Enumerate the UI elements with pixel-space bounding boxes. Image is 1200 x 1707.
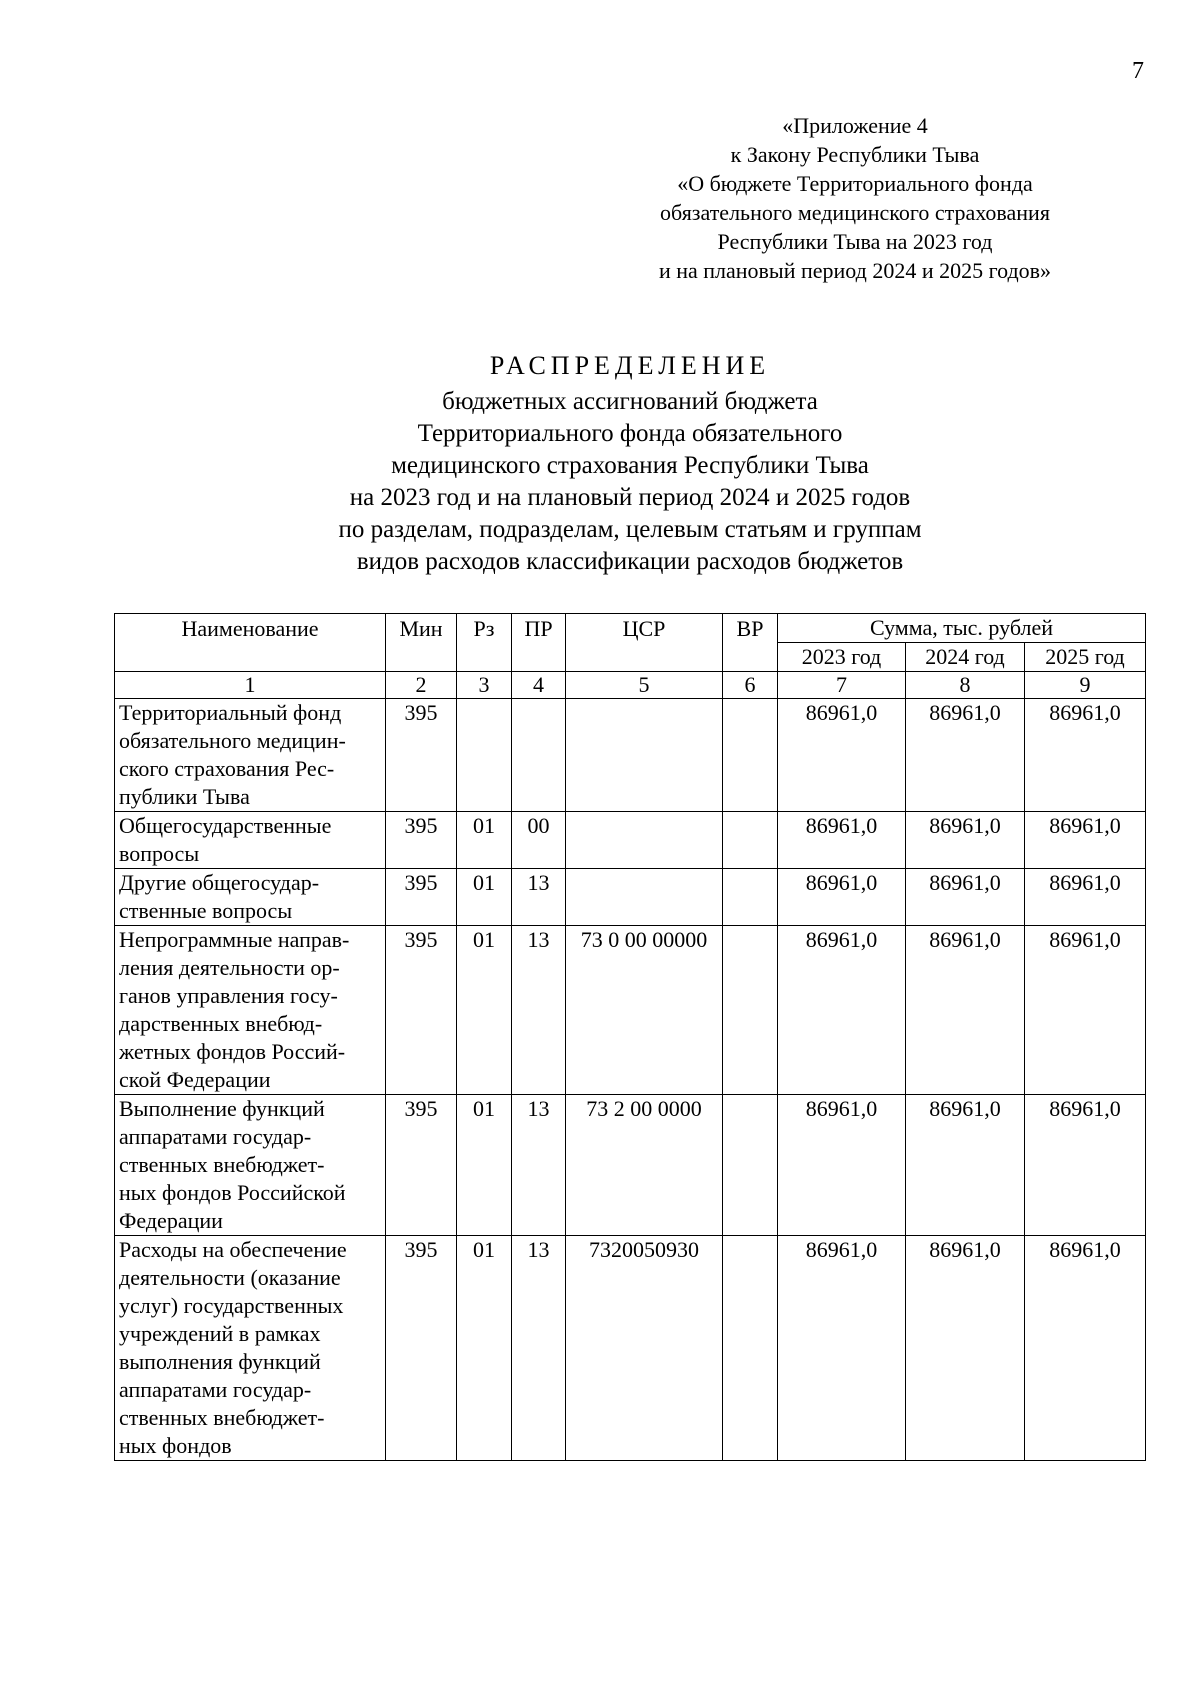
cell-2025: 86961,0 — [1025, 699, 1146, 812]
cell-pr: 13 — [512, 1095, 566, 1236]
column-number: 9 — [1025, 672, 1146, 699]
cell-name-line: ления деятельности ор- — [119, 955, 340, 980]
cell-vr — [723, 1236, 778, 1461]
cell-rz — [457, 699, 512, 812]
column-number: 6 — [723, 672, 778, 699]
title-line: по разделам, подразделам, целевым статьям и группам — [338, 516, 922, 543]
cell-name-line: дарственных внебюд- — [119, 1011, 323, 1036]
header-min: Мин — [386, 614, 457, 672]
page-number: 7 — [1132, 58, 1144, 84]
cell-name-line: услуг) государственных — [119, 1293, 344, 1318]
cell-pr: 00 — [512, 812, 566, 869]
cell-name-line: ственных внебюджет- — [119, 1405, 325, 1430]
table-row — [115, 1236, 1146, 1461]
cell-csr: 73 0 00 00000 — [566, 926, 723, 1095]
cell-min: 395 — [386, 869, 457, 926]
cell-name-line: Выполнение функций — [119, 1096, 325, 1121]
cell-min: 395 — [386, 1095, 457, 1236]
cell-name-line: ственных внебюджет- — [119, 1152, 325, 1177]
cell-name-line: публики Тыва — [119, 784, 250, 809]
cell-name-line: ных фондов Российской — [119, 1180, 346, 1205]
cell-name-line: учреждений в рамках — [119, 1321, 321, 1346]
cell-vr — [723, 812, 778, 869]
cell-rz: 01 — [457, 926, 512, 1095]
column-number: 2 — [386, 672, 457, 699]
cell-2025: 86961,0 — [1025, 926, 1146, 1095]
cell-2024: 86961,0 — [906, 1095, 1025, 1236]
cell-name-line: ственные вопросы — [119, 898, 293, 923]
cell-2023: 86961,0 — [778, 1095, 906, 1236]
column-number-row — [115, 672, 1146, 699]
cell-pr: 13 — [512, 1236, 566, 1461]
cell-2023: 86961,0 — [778, 926, 906, 1095]
cell-name — [115, 1095, 386, 1236]
appendix-line: «О бюджете Территориального фонда — [677, 171, 1033, 196]
cell-vr — [723, 869, 778, 926]
cell-min: 395 — [386, 926, 457, 1095]
cell-name-line: аппаратами государ- — [119, 1377, 312, 1402]
table-row — [115, 1095, 1146, 1236]
column-number: 5 — [566, 672, 723, 699]
cell-csr — [566, 812, 723, 869]
title-main: РАСПРЕДЕЛЕНИЕ — [489, 351, 771, 380]
cell-vr — [723, 1095, 778, 1236]
column-number: 4 — [512, 672, 566, 699]
cell-name-line: ской Федерации — [119, 1067, 271, 1092]
budget-table — [114, 613, 1146, 1461]
header-rz: Рз — [457, 614, 512, 672]
cell-name-line: ных фондов — [119, 1433, 232, 1458]
cell-rz: 01 — [457, 869, 512, 926]
cell-min: 395 — [386, 699, 457, 812]
cell-rz: 01 — [457, 812, 512, 869]
cell-min: 395 — [386, 1236, 457, 1461]
cell-name-line: вопросы — [119, 841, 200, 866]
title-line: бюджетных ассигнований бюджета — [442, 388, 818, 415]
cell-csr: 73 2 00 0000 — [566, 1095, 723, 1236]
cell-name — [115, 926, 386, 1095]
cell-2024: 86961,0 — [906, 1236, 1025, 1461]
column-number: 1 — [115, 672, 386, 699]
table-row — [115, 926, 1146, 1095]
appendix-reference — [630, 111, 1080, 285]
header-year-2023: 2023 год — [778, 643, 906, 672]
cell-name-line: жетных фондов Россий- — [119, 1039, 346, 1064]
cell-2025: 86961,0 — [1025, 1095, 1146, 1236]
title-line: видов расходов классификации расходов бюджетов — [356, 548, 904, 575]
column-number: 8 — [906, 672, 1025, 699]
cell-name — [115, 1236, 386, 1461]
cell-pr: 13 — [512, 869, 566, 926]
appendix-line: обязательного медицинского страхования — [660, 200, 1050, 225]
table-row — [115, 812, 1146, 869]
cell-name-line: Общегосударственные — [119, 813, 332, 838]
header-name: Наименование — [115, 614, 386, 672]
document-title — [230, 348, 1030, 578]
column-number: 3 — [457, 672, 512, 699]
cell-min: 395 — [386, 812, 457, 869]
cell-2024: 86961,0 — [906, 926, 1025, 1095]
cell-name-line: Территориальный фонд — [119, 700, 342, 725]
cell-name-line: ганов управления госу- — [119, 983, 338, 1008]
header-row — [115, 614, 1146, 643]
cell-2025: 86961,0 — [1025, 812, 1146, 869]
cell-2023: 86961,0 — [778, 1236, 906, 1461]
cell-pr: 13 — [512, 926, 566, 1095]
header-year-2025: 2025 год — [1025, 643, 1146, 672]
cell-name-line: Непрограммные направ- — [119, 927, 350, 952]
column-number: 7 — [778, 672, 906, 699]
cell-2023: 86961,0 — [778, 699, 906, 812]
cell-name — [115, 869, 386, 926]
header-year-2024: 2024 год — [906, 643, 1025, 672]
header-vr: ВР — [723, 614, 778, 672]
cell-vr — [723, 699, 778, 812]
cell-csr — [566, 699, 723, 812]
appendix-line: к Закону Республики Тыва — [730, 142, 980, 167]
cell-csr: 7320050930 — [566, 1236, 723, 1461]
cell-name-line: Федерации — [119, 1208, 223, 1233]
title-line: Территориального фонда обязательного — [417, 420, 843, 447]
title-line: на 2023 год и на плановый период 2024 и 2025 годов — [349, 484, 911, 511]
appendix-line: «Приложение 4 — [782, 113, 928, 138]
table-row — [115, 869, 1146, 926]
cell-name-line: обязательного медицин- — [119, 728, 346, 753]
header-sum: Сумма, тыс. рублей — [778, 614, 1146, 643]
cell-name — [115, 699, 386, 812]
cell-name-line: деятельности (оказание — [119, 1265, 341, 1290]
cell-rz: 01 — [457, 1095, 512, 1236]
header-pr: ПР — [512, 614, 566, 672]
table-row — [115, 699, 1146, 812]
cell-pr — [512, 699, 566, 812]
cell-vr — [723, 926, 778, 1095]
appendix-line: Республики Тыва на 2023 год — [717, 229, 993, 254]
cell-2025: 86961,0 — [1025, 869, 1146, 926]
cell-2025: 86961,0 — [1025, 1236, 1146, 1461]
cell-2023: 86961,0 — [778, 869, 906, 926]
cell-rz: 01 — [457, 1236, 512, 1461]
cell-name-line: Другие общегосудар- — [119, 870, 320, 895]
header-csr: ЦСР — [566, 614, 723, 672]
cell-name-line: Расходы на обеспечение — [119, 1237, 347, 1262]
appendix-line: и на плановый период 2024 и 2025 годов» — [658, 258, 1052, 283]
cell-2024: 86961,0 — [906, 869, 1025, 926]
cell-2023: 86961,0 — [778, 812, 906, 869]
title-line: медицинского страхования Республики Тыва — [391, 452, 869, 479]
cell-name — [115, 812, 386, 869]
cell-name-line: ского страхования Рес- — [119, 756, 335, 781]
cell-2024: 86961,0 — [906, 699, 1025, 812]
cell-csr — [566, 869, 723, 926]
cell-name-line: выполнения функций — [119, 1349, 321, 1374]
cell-2024: 86961,0 — [906, 812, 1025, 869]
cell-name-line: аппаратами государ- — [119, 1124, 312, 1149]
